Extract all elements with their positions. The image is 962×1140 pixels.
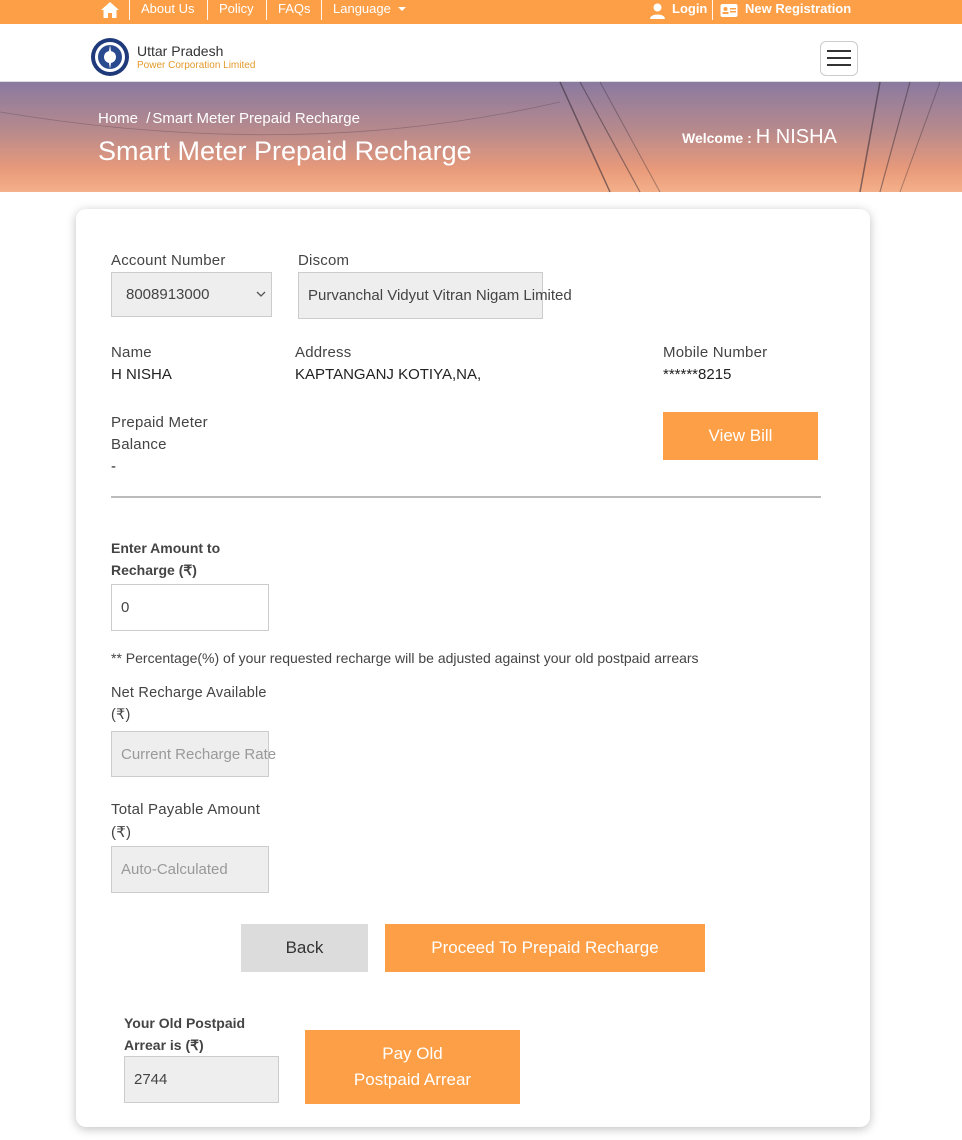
account-number-value: 8008913000 — [126, 286, 210, 303]
old-arrear-label-line2: Arrear is (₹) — [124, 1037, 204, 1053]
proceed-recharge-button[interactable]: Proceed To Prepaid Recharge — [385, 924, 705, 972]
divider — [207, 0, 208, 20]
view-bill-button[interactable]: View Bill — [663, 412, 818, 460]
brand-name: Uttar Pradesh — [137, 43, 224, 59]
name-label: Name — [111, 344, 152, 361]
login-link[interactable]: Login — [672, 1, 708, 16]
pay-old-arrear-line2: Postpaid Arrear — [353, 1070, 472, 1089]
welcome-user-name: H NISHA — [755, 126, 837, 148]
breadcrumb-home[interactable]: Home — [98, 110, 139, 127]
pay-old-arrear-button[interactable] — [305, 1030, 520, 1104]
divider — [266, 0, 267, 20]
breadcrumb-current: Smart Meter Prepaid Recharge — [152, 110, 360, 127]
pay-old-arrear-line1: Pay Old — [382, 1044, 443, 1063]
nav-faqs[interactable]: FAQs — [278, 1, 311, 16]
nav-language-label: Language — [333, 1, 391, 16]
mobile-number-label: Mobile Number — [663, 344, 768, 361]
discom-value: Purvanchal Vidyut Vitran Nigam Limited — [308, 287, 572, 304]
uppcl-logo[interactable] — [90, 37, 130, 77]
welcome-label: Welcome : — [682, 130, 752, 146]
divider — [129, 0, 130, 20]
new-registration-link[interactable]: New Registration — [745, 1, 852, 16]
old-arrear-value: 2744 — [134, 1071, 168, 1088]
top-bar — [0, 0, 962, 24]
nav-policy[interactable]: Policy — [219, 1, 254, 16]
hamburger-line — [827, 50, 851, 52]
old-arrear-label-line1: Your Old Postpaid — [124, 1015, 246, 1031]
name-value: H NISHA — [111, 366, 172, 383]
hamburger-line — [827, 57, 851, 59]
nav-language-dropdown[interactable] — [333, 1, 407, 16]
breadcrumb-separator: / — [146, 110, 151, 127]
brand-subtitle: Power Corporation Limited — [137, 60, 256, 71]
net-recharge-field[interactable] — [111, 731, 277, 777]
address-label: Address — [295, 344, 352, 361]
total-payable-label-line1: Total Payable Amount — [111, 801, 261, 818]
nav-about-us[interactable]: About Us — [141, 1, 195, 16]
address-value: KAPTANGANJ KOTIYA,NA, — [295, 366, 482, 383]
discom-field[interactable] — [298, 272, 572, 319]
recharge-amount-label-line2: Recharge (₹) — [111, 562, 197, 578]
old-arrear-field[interactable] — [124, 1056, 279, 1103]
back-button[interactable]: Back — [241, 924, 368, 972]
divider — [321, 0, 322, 20]
account-number-select[interactable] — [111, 272, 272, 317]
site-header — [0, 24, 962, 82]
page-title: Smart Meter Prepaid Recharge — [98, 136, 472, 166]
prepaid-balance-label-line1: Prepaid Meter — [111, 414, 208, 431]
chevron-down-icon — [256, 291, 266, 298]
menu-toggle-button[interactable] — [820, 41, 858, 76]
recharge-amount-value: 0 — [121, 599, 130, 616]
welcome-message — [682, 126, 837, 149]
prepaid-balance-label-line2: Balance — [111, 436, 167, 453]
hamburger-line — [827, 64, 851, 66]
divider — [712, 0, 713, 20]
recharge-card — [76, 209, 870, 1127]
id-card-icon — [720, 3, 738, 18]
home-icon[interactable] — [100, 1, 120, 19]
prepaid-balance-value: - — [111, 458, 116, 475]
arrear-adjustment-note: ** Percentage(%) of your requested recharge will be adjusted against your old postpaid arrears — [111, 650, 699, 666]
total-payable-label-line2: (₹) — [111, 824, 132, 841]
recharge-amount-label-line1: Enter Amount to — [111, 540, 221, 556]
user-icon — [650, 3, 665, 19]
total-payable-field[interactable] — [111, 846, 269, 893]
caret-down-icon — [397, 5, 407, 13]
total-payable-placeholder: Auto-Calculated — [121, 861, 228, 878]
net-recharge-label-line2: (₹) — [111, 707, 131, 723]
breadcrumb — [98, 110, 360, 127]
net-recharge-placeholder: Current Recharge Rate — [121, 745, 277, 763]
net-recharge-label-line1: Net Recharge Available — [111, 685, 267, 701]
mobile-number-value: ******8215 — [663, 366, 732, 383]
section-divider — [111, 496, 821, 498]
page-banner — [0, 82, 962, 192]
account-number-label: Account Number — [111, 252, 226, 269]
discom-label: Discom — [298, 252, 350, 269]
recharge-amount-input[interactable] — [111, 584, 269, 631]
